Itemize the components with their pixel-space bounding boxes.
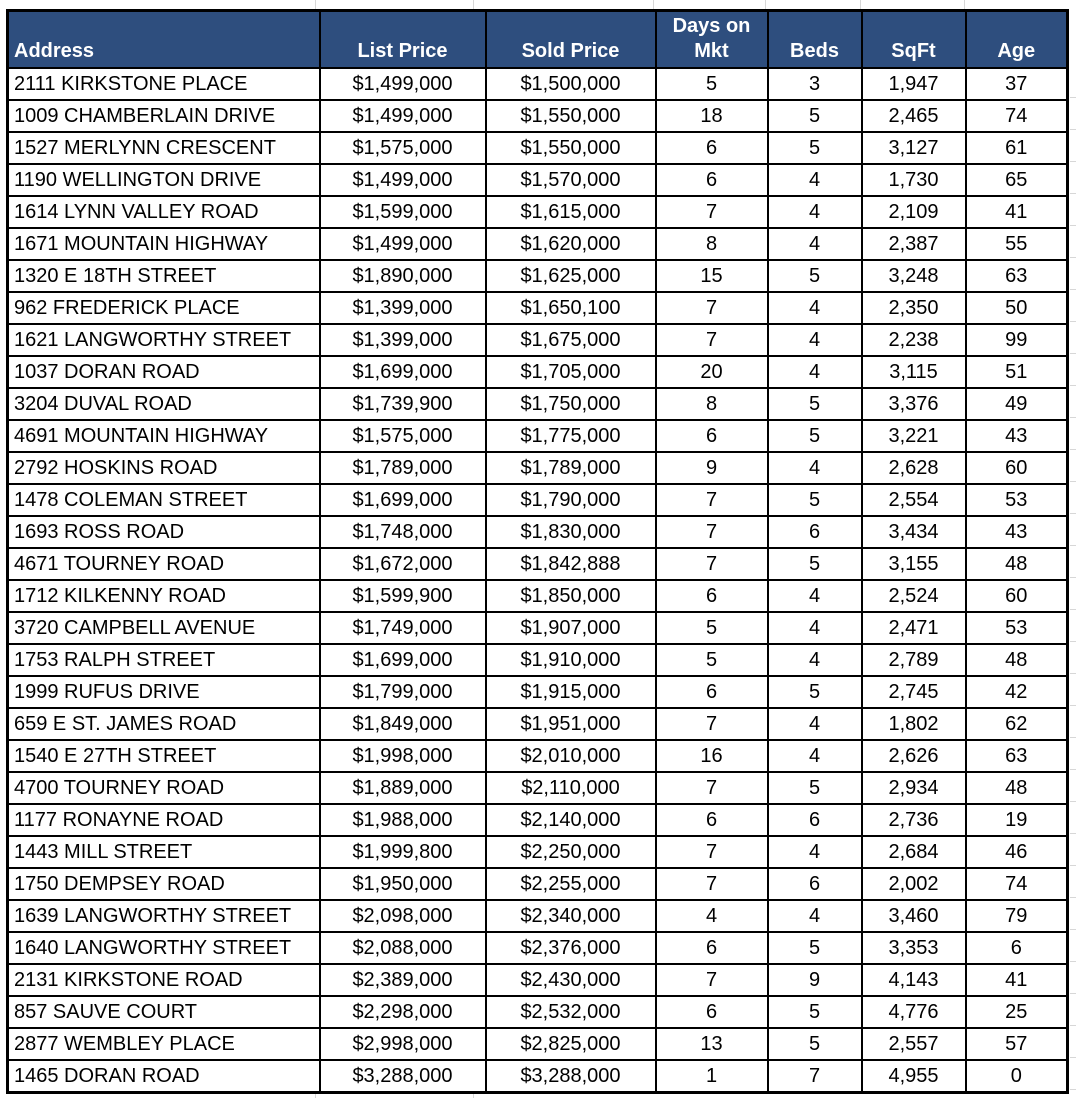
cell-sqft[interactable]: 3,127 — [862, 132, 966, 164]
cell-address[interactable]: 4700 TOURNEY ROAD — [8, 772, 320, 804]
cell-sold_price[interactable]: $2,340,000 — [486, 900, 656, 932]
table-row — [8, 740, 1068, 772]
column-header-list_price[interactable]: List Price — [320, 11, 486, 69]
cell-address[interactable]: 2131 KIRKSTONE ROAD — [8, 964, 320, 996]
cell-list_price[interactable]: $1,699,000 — [320, 484, 486, 516]
table-row — [8, 1060, 1068, 1093]
cell-sqft[interactable]: 2,789 — [862, 644, 966, 676]
cell-age[interactable]: 63 — [966, 260, 1068, 292]
cell-list_price[interactable]: $1,799,000 — [320, 676, 486, 708]
cell-sqft[interactable]: 3,353 — [862, 932, 966, 964]
cell-age[interactable]: 53 — [966, 612, 1068, 644]
cell-address[interactable]: 1640 LANGWORTHY STREET — [8, 932, 320, 964]
cell-list_price[interactable]: $1,890,000 — [320, 260, 486, 292]
cell-age[interactable]: 99 — [966, 324, 1068, 356]
cell-beds[interactable]: 4 — [768, 580, 862, 612]
table-row — [8, 132, 1068, 164]
cell-beds[interactable]: 5 — [768, 932, 862, 964]
cell-sold_price[interactable]: $1,789,000 — [486, 452, 656, 484]
table-row — [8, 804, 1068, 836]
cell-sqft[interactable]: 2,350 — [862, 292, 966, 324]
cell-days_on_mkt[interactable]: 7 — [656, 868, 768, 900]
cell-list_price[interactable]: $1,849,000 — [320, 708, 486, 740]
cell-address[interactable]: 1614 LYNN VALLEY ROAD — [8, 196, 320, 228]
cell-beds[interactable]: 6 — [768, 516, 862, 548]
cell-list_price[interactable]: $1,789,000 — [320, 452, 486, 484]
cell-days_on_mkt[interactable]: 7 — [656, 324, 768, 356]
listings-table — [6, 9, 1069, 1094]
cell-sqft[interactable]: 2,736 — [862, 804, 966, 836]
cell-age[interactable]: 74 — [966, 868, 1068, 900]
cell-age[interactable]: 65 — [966, 164, 1068, 196]
cell-list_price[interactable]: $1,699,000 — [320, 356, 486, 388]
cell-beds[interactable]: 5 — [768, 100, 862, 132]
cell-days_on_mkt[interactable]: 7 — [656, 708, 768, 740]
cell-age[interactable]: 79 — [966, 900, 1068, 932]
table-row — [8, 260, 1068, 292]
table-row — [8, 196, 1068, 228]
cell-address[interactable]: 1693 ROSS ROAD — [8, 516, 320, 548]
cell-age[interactable]: 46 — [966, 836, 1068, 868]
cell-address[interactable]: 1009 CHAMBERLAIN DRIVE — [8, 100, 320, 132]
cell-beds[interactable]: 7 — [768, 1060, 862, 1093]
cell-address[interactable]: 1712 KILKENNY ROAD — [8, 580, 320, 612]
cell-beds[interactable]: 5 — [768, 484, 862, 516]
cell-list_price[interactable]: $1,749,000 — [320, 612, 486, 644]
cell-beds[interactable]: 5 — [768, 420, 862, 452]
cell-days_on_mkt[interactable]: 6 — [656, 132, 768, 164]
cell-sqft[interactable]: 3,155 — [862, 548, 966, 580]
cell-beds[interactable]: 6 — [768, 804, 862, 836]
cell-sqft[interactable]: 2,557 — [862, 1028, 966, 1060]
cell-list_price[interactable]: $2,088,000 — [320, 932, 486, 964]
cell-list_price[interactable]: $1,499,000 — [320, 100, 486, 132]
table-row — [8, 100, 1068, 132]
column-header-address[interactable]: Address — [8, 11, 320, 69]
cell-sqft[interactable]: 2,626 — [862, 740, 966, 772]
cell-sqft[interactable]: 1,947 — [862, 68, 966, 100]
cell-sqft[interactable]: 4,955 — [862, 1060, 966, 1093]
cell-address[interactable]: 2111 KIRKSTONE PLACE — [8, 68, 320, 100]
cell-beds[interactable]: 4 — [768, 612, 862, 644]
cell-beds[interactable]: 4 — [768, 452, 862, 484]
cell-address[interactable]: 3720 CAMPBELL AVENUE — [8, 612, 320, 644]
table-row — [8, 516, 1068, 548]
cell-address[interactable]: 1177 RONAYNE ROAD — [8, 804, 320, 836]
column-header-age[interactable]: Age — [966, 11, 1068, 69]
cell-age[interactable]: 61 — [966, 132, 1068, 164]
cell-age[interactable]: 60 — [966, 452, 1068, 484]
cell-days_on_mkt[interactable]: 5 — [656, 644, 768, 676]
cell-sold_price[interactable]: $1,910,000 — [486, 644, 656, 676]
cell-days_on_mkt[interactable]: 18 — [656, 100, 768, 132]
cell-beds[interactable]: 4 — [768, 228, 862, 260]
cell-days_on_mkt[interactable]: 7 — [656, 548, 768, 580]
cell-list_price[interactable]: $2,389,000 — [320, 964, 486, 996]
cell-sold_price[interactable]: $2,376,000 — [486, 932, 656, 964]
cell-sold_price[interactable]: $1,705,000 — [486, 356, 656, 388]
cell-address[interactable]: 3204 DUVAL ROAD — [8, 388, 320, 420]
cell-beds[interactable]: 4 — [768, 644, 862, 676]
cell-age[interactable]: 37 — [966, 68, 1068, 100]
cell-sqft[interactable]: 2,002 — [862, 868, 966, 900]
cell-list_price[interactable]: $1,499,000 — [320, 164, 486, 196]
cell-days_on_mkt[interactable]: 5 — [656, 68, 768, 100]
sheet-gridline-tick — [860, 0, 861, 9]
cell-sold_price[interactable]: $1,842,888 — [486, 548, 656, 580]
cell-list_price[interactable]: $1,399,000 — [320, 324, 486, 356]
table-row — [8, 1028, 1068, 1060]
table-row — [8, 836, 1068, 868]
cell-beds[interactable]: 4 — [768, 324, 862, 356]
cell-beds[interactable]: 4 — [768, 740, 862, 772]
cell-sqft[interactable]: 2,471 — [862, 612, 966, 644]
cell-sold_price[interactable]: $1,650,100 — [486, 292, 656, 324]
cell-days_on_mkt[interactable]: 6 — [656, 804, 768, 836]
cell-age[interactable]: 50 — [966, 292, 1068, 324]
cell-age[interactable]: 63 — [966, 740, 1068, 772]
cell-list_price[interactable]: $2,098,000 — [320, 900, 486, 932]
cell-list_price[interactable]: $1,575,000 — [320, 420, 486, 452]
cell-age[interactable]: 51 — [966, 356, 1068, 388]
cell-sqft[interactable]: 3,460 — [862, 900, 966, 932]
cell-age[interactable]: 62 — [966, 708, 1068, 740]
cell-sold_price[interactable]: $1,615,000 — [486, 196, 656, 228]
table-row — [8, 228, 1068, 260]
cell-beds[interactable]: 4 — [768, 292, 862, 324]
cell-address[interactable]: 857 SAUVE COURT — [8, 996, 320, 1028]
cell-days_on_mkt[interactable]: 6 — [656, 932, 768, 964]
cell-beds[interactable]: 5 — [768, 676, 862, 708]
cell-sqft[interactable]: 1,730 — [862, 164, 966, 196]
cell-days_on_mkt[interactable]: 4 — [656, 900, 768, 932]
table-row — [8, 964, 1068, 996]
cell-address[interactable]: 1639 LANGWORTHY STREET — [8, 900, 320, 932]
cell-sold_price[interactable]: $1,790,000 — [486, 484, 656, 516]
table-row — [8, 580, 1068, 612]
cell-sold_price[interactable]: $2,010,000 — [486, 740, 656, 772]
cell-days_on_mkt[interactable]: 7 — [656, 964, 768, 996]
cell-days_on_mkt[interactable]: 16 — [656, 740, 768, 772]
cell-list_price[interactable]: $1,575,000 — [320, 132, 486, 164]
cell-days_on_mkt[interactable]: 15 — [656, 260, 768, 292]
table-row — [8, 772, 1068, 804]
cell-days_on_mkt[interactable]: 7 — [656, 836, 768, 868]
cell-age[interactable]: 48 — [966, 772, 1068, 804]
table-row — [8, 868, 1068, 900]
cell-sqft[interactable]: 2,934 — [862, 772, 966, 804]
cell-list_price[interactable]: $1,599,000 — [320, 196, 486, 228]
cell-sold_price[interactable]: $2,250,000 — [486, 836, 656, 868]
cell-address[interactable]: 1443 MILL STREET — [8, 836, 320, 868]
column-header-beds[interactable]: Beds — [768, 11, 862, 69]
cell-days_on_mkt[interactable]: 1 — [656, 1060, 768, 1093]
table-row — [8, 932, 1068, 964]
cell-days_on_mkt[interactable]: 13 — [656, 1028, 768, 1060]
cell-sqft[interactable]: 2,238 — [862, 324, 966, 356]
cell-list_price[interactable]: $1,399,000 — [320, 292, 486, 324]
cell-age[interactable]: 53 — [966, 484, 1068, 516]
cell-beds[interactable]: 4 — [768, 164, 862, 196]
cell-sold_price[interactable]: $1,750,000 — [486, 388, 656, 420]
sheet-gridline-tick — [765, 0, 766, 9]
cell-age[interactable]: 74 — [966, 100, 1068, 132]
cell-days_on_mkt[interactable]: 7 — [656, 196, 768, 228]
table-row — [8, 452, 1068, 484]
cell-beds[interactable]: 6 — [768, 868, 862, 900]
cell-sqft[interactable]: 3,376 — [862, 388, 966, 420]
cell-beds[interactable]: 5 — [768, 260, 862, 292]
cell-sold_price[interactable]: $1,675,000 — [486, 324, 656, 356]
cell-sqft[interactable]: 2,628 — [862, 452, 966, 484]
table-row — [8, 612, 1068, 644]
sheet-gridline-tick — [315, 0, 316, 9]
cell-days_on_mkt[interactable]: 6 — [656, 996, 768, 1028]
column-header-sold_price[interactable]: Sold Price — [486, 11, 656, 69]
cell-address[interactable]: 1750 DEMPSEY ROAD — [8, 868, 320, 900]
cell-sqft[interactable]: 2,745 — [862, 676, 966, 708]
cell-beds[interactable]: 3 — [768, 68, 862, 100]
cell-sqft[interactable]: 2,109 — [862, 196, 966, 228]
cell-beds[interactable]: 5 — [768, 388, 862, 420]
cell-address[interactable]: 659 E ST. JAMES ROAD — [8, 708, 320, 740]
table-row — [8, 708, 1068, 740]
cell-address[interactable]: 1465 DORAN ROAD — [8, 1060, 320, 1093]
cell-sold_price[interactable]: $1,620,000 — [486, 228, 656, 260]
cell-days_on_mkt[interactable]: 6 — [656, 164, 768, 196]
table-row — [8, 996, 1068, 1028]
cell-list_price[interactable]: $1,748,000 — [320, 516, 486, 548]
cell-address[interactable]: 1671 MOUNTAIN HIGHWAY — [8, 228, 320, 260]
cell-list_price[interactable]: $1,699,000 — [320, 644, 486, 676]
cell-days_on_mkt[interactable]: 6 — [656, 580, 768, 612]
cell-address[interactable]: 1527 MERLYNN CRESCENT — [8, 132, 320, 164]
cell-address[interactable]: 1190 WELLINGTON DRIVE — [8, 164, 320, 196]
sheet-gridline-tick — [964, 0, 965, 9]
cell-sold_price[interactable]: $2,140,000 — [486, 804, 656, 836]
cell-beds[interactable]: 4 — [768, 900, 862, 932]
cell-sqft[interactable]: 2,387 — [862, 228, 966, 260]
cell-age[interactable]: 41 — [966, 196, 1068, 228]
cell-list_price[interactable]: $1,599,900 — [320, 580, 486, 612]
cell-address[interactable]: 1037 DORAN ROAD — [8, 356, 320, 388]
cell-address[interactable]: 2792 HOSKINS ROAD — [8, 452, 320, 484]
cell-sqft[interactable]: 4,776 — [862, 996, 966, 1028]
cell-beds[interactable]: 4 — [768, 836, 862, 868]
cell-sqft[interactable]: 2,465 — [862, 100, 966, 132]
cell-sqft[interactable]: 1,802 — [862, 708, 966, 740]
cell-sold_price[interactable]: $1,570,000 — [486, 164, 656, 196]
cell-sold_price[interactable]: $2,255,000 — [486, 868, 656, 900]
cell-days_on_mkt[interactable]: 5 — [656, 612, 768, 644]
cell-list_price[interactable]: $1,672,000 — [320, 548, 486, 580]
cell-age[interactable]: 43 — [966, 516, 1068, 548]
cell-address[interactable]: 1478 COLEMAN STREET — [8, 484, 320, 516]
table-row — [8, 548, 1068, 580]
table-row — [8, 356, 1068, 388]
column-header-sqft[interactable]: SqFt — [862, 11, 966, 69]
cell-age[interactable]: 25 — [966, 996, 1068, 1028]
cell-beds[interactable]: 5 — [768, 772, 862, 804]
cell-sold_price[interactable]: $1,850,000 — [486, 580, 656, 612]
cell-age[interactable]: 41 — [966, 964, 1068, 996]
cell-sqft[interactable]: 3,434 — [862, 516, 966, 548]
cell-sold_price[interactable]: $1,550,000 — [486, 132, 656, 164]
cell-sold_price[interactable]: $1,951,000 — [486, 708, 656, 740]
cell-address[interactable]: 1999 RUFUS DRIVE — [8, 676, 320, 708]
cell-age[interactable]: 42 — [966, 676, 1068, 708]
cell-days_on_mkt[interactable]: 7 — [656, 484, 768, 516]
cell-sqft[interactable]: 3,221 — [862, 420, 966, 452]
cell-age[interactable]: 49 — [966, 388, 1068, 420]
cell-age[interactable]: 0 — [966, 1060, 1068, 1093]
cell-age[interactable]: 6 — [966, 932, 1068, 964]
table-row — [8, 164, 1068, 196]
cell-age[interactable]: 57 — [966, 1028, 1068, 1060]
table-row — [8, 676, 1068, 708]
cell-address[interactable]: 1621 LANGWORTHY STREET — [8, 324, 320, 356]
cell-days_on_mkt[interactable]: 20 — [656, 356, 768, 388]
cell-list_price[interactable]: $1,499,000 — [320, 228, 486, 260]
cell-sold_price[interactable]: $3,288,000 — [486, 1060, 656, 1093]
cell-address[interactable]: 2877 WEMBLEY PLACE — [8, 1028, 320, 1060]
cell-list_price[interactable]: $3,288,000 — [320, 1060, 486, 1093]
table-row — [8, 388, 1068, 420]
sheet-gridlines-right — [1070, 66, 1076, 1090]
cell-days_on_mkt[interactable]: 8 — [656, 228, 768, 260]
cell-beds[interactable]: 4 — [768, 196, 862, 228]
table-row — [8, 484, 1068, 516]
cell-sold_price[interactable]: $2,430,000 — [486, 964, 656, 996]
cell-address[interactable]: 4691 MOUNTAIN HIGHWAY — [8, 420, 320, 452]
cell-list_price[interactable]: $1,499,000 — [320, 68, 486, 100]
cell-address[interactable]: 962 FREDERICK PLACE — [8, 292, 320, 324]
table-row — [8, 900, 1068, 932]
cell-sold_price[interactable]: $1,830,000 — [486, 516, 656, 548]
spreadsheet-region — [6, 9, 1069, 1094]
cell-age[interactable]: 55 — [966, 228, 1068, 260]
cell-age[interactable]: 60 — [966, 580, 1068, 612]
sheet-gridline-tick — [473, 0, 474, 9]
cell-days_on_mkt[interactable]: 6 — [656, 420, 768, 452]
cell-days_on_mkt[interactable]: 6 — [656, 676, 768, 708]
cell-address[interactable]: 1753 RALPH STREET — [8, 644, 320, 676]
cell-list_price[interactable]: $1,988,000 — [320, 804, 486, 836]
cell-age[interactable]: 48 — [966, 644, 1068, 676]
cell-list_price[interactable]: $2,298,000 — [320, 996, 486, 1028]
cell-list_price[interactable]: $1,889,000 — [320, 772, 486, 804]
cell-sqft[interactable]: 2,524 — [862, 580, 966, 612]
cell-beds[interactable]: 5 — [768, 548, 862, 580]
cell-days_on_mkt[interactable]: 8 — [656, 388, 768, 420]
cell-list_price[interactable]: $1,950,000 — [320, 868, 486, 900]
cell-list_price[interactable]: $1,999,800 — [320, 836, 486, 868]
cell-list_price[interactable]: $1,739,900 — [320, 388, 486, 420]
cell-sqft[interactable]: 2,684 — [862, 836, 966, 868]
sheet-gridline-tick — [653, 0, 654, 9]
cell-days_on_mkt[interactable]: 7 — [656, 516, 768, 548]
cell-address[interactable]: 1540 E 27TH STREET — [8, 740, 320, 772]
column-header-days_on_mkt[interactable]: Days on Mkt — [656, 11, 768, 69]
cell-sold_price[interactable]: $2,110,000 — [486, 772, 656, 804]
cell-age[interactable]: 43 — [966, 420, 1068, 452]
cell-sold_price[interactable]: $1,625,000 — [486, 260, 656, 292]
cell-beds[interactable]: 5 — [768, 996, 862, 1028]
cell-beds[interactable]: 5 — [768, 1028, 862, 1060]
cell-sqft[interactable]: 3,115 — [862, 356, 966, 388]
cell-days_on_mkt[interactable]: 7 — [656, 772, 768, 804]
cell-sold_price[interactable]: $2,532,000 — [486, 996, 656, 1028]
cell-sold_price[interactable]: $1,915,000 — [486, 676, 656, 708]
cell-sold_price[interactable]: $1,500,000 — [486, 68, 656, 100]
cell-beds[interactable]: 9 — [768, 964, 862, 996]
cell-sold_price[interactable]: $1,550,000 — [486, 100, 656, 132]
header-row — [8, 11, 1068, 69]
cell-sold_price[interactable]: $2,825,000 — [486, 1028, 656, 1060]
cell-sold_price[interactable]: $1,775,000 — [486, 420, 656, 452]
cell-sqft[interactable]: 2,554 — [862, 484, 966, 516]
cell-sqft[interactable]: 3,248 — [862, 260, 966, 292]
cell-address[interactable]: 4671 TOURNEY ROAD — [8, 548, 320, 580]
cell-beds[interactable]: 5 — [768, 132, 862, 164]
cell-sqft[interactable]: 4,143 — [862, 964, 966, 996]
cell-age[interactable]: 48 — [966, 548, 1068, 580]
cell-address[interactable]: 1320 E 18TH STREET — [8, 260, 320, 292]
table-row — [8, 420, 1068, 452]
cell-beds[interactable]: 4 — [768, 356, 862, 388]
table-row — [8, 292, 1068, 324]
cell-age[interactable]: 19 — [966, 804, 1068, 836]
table-row — [8, 68, 1068, 100]
table-row — [8, 644, 1068, 676]
cell-list_price[interactable]: $1,998,000 — [320, 740, 486, 772]
cell-days_on_mkt[interactable]: 9 — [656, 452, 768, 484]
cell-days_on_mkt[interactable]: 7 — [656, 292, 768, 324]
cell-list_price[interactable]: $2,998,000 — [320, 1028, 486, 1060]
table-row — [8, 324, 1068, 356]
cell-sold_price[interactable]: $1,907,000 — [486, 612, 656, 644]
cell-beds[interactable]: 4 — [768, 708, 862, 740]
